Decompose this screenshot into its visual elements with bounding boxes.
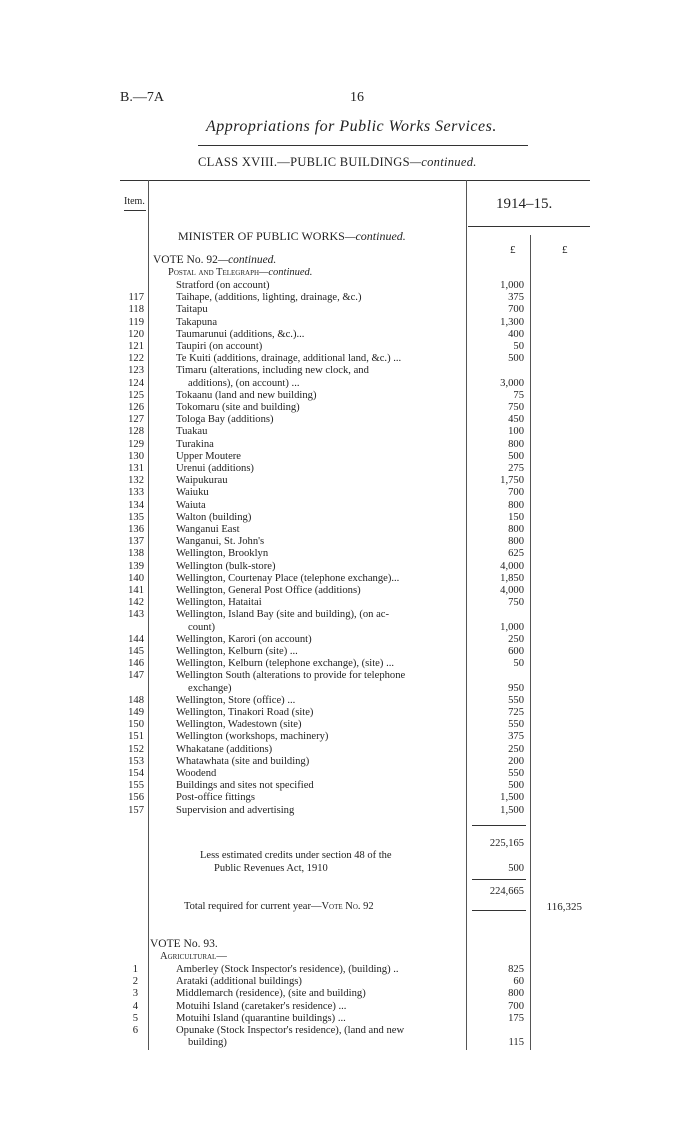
item-number: 141 xyxy=(128,585,144,596)
item-amount: 250 xyxy=(508,633,524,645)
item-description: Motuihi Island (quarantine buildings) ... xyxy=(176,1012,346,1024)
item-description: Upper Moutere xyxy=(176,450,242,462)
item-number: 149 xyxy=(128,707,144,718)
table-row xyxy=(0,622,700,634)
vote-93-heading: VOTE No. 93. xyxy=(150,938,218,950)
table-row xyxy=(0,463,700,475)
item-number: 130 xyxy=(128,450,144,462)
item-number: 157 xyxy=(128,804,144,816)
table-row xyxy=(0,695,700,707)
vote-92-label: VOTE No. 92 xyxy=(153,254,218,266)
item-description: additions), (on account) ... xyxy=(188,377,300,389)
table-row xyxy=(0,609,700,621)
item-amount: 750 xyxy=(508,597,524,609)
item-amount: 450 xyxy=(508,414,524,426)
table-row xyxy=(0,976,700,988)
item-number: 127 xyxy=(128,414,144,426)
table-row xyxy=(0,1013,700,1025)
table-row xyxy=(0,805,700,817)
item-description: count) xyxy=(188,621,216,633)
item-description: Post-office fittings xyxy=(176,792,255,804)
item-amount: 500 xyxy=(508,450,524,462)
table-row xyxy=(0,475,700,487)
subtotal-rule xyxy=(472,825,526,826)
table-row xyxy=(0,1001,700,1013)
minister-heading-cont: —continued. xyxy=(344,229,406,243)
item-description: Taitapu xyxy=(176,304,208,316)
item-number: 138 xyxy=(128,548,144,560)
table-row xyxy=(0,524,700,536)
postal-telegraph-label: Postal and Telegraph xyxy=(168,267,260,278)
total-rule xyxy=(472,910,526,911)
item-description: Middlemarch (residence), (site and building) xyxy=(176,988,366,1000)
item-amount: 1,000 xyxy=(500,621,524,633)
item-amount: 150 xyxy=(508,511,524,523)
item-number: 126 xyxy=(128,402,144,413)
item-number: 135 xyxy=(128,511,144,523)
item-number: 128 xyxy=(128,426,144,438)
subtotal-amount: 225,165 xyxy=(489,838,524,849)
item-number: 151 xyxy=(128,731,144,743)
item-description: Walton (building) xyxy=(176,511,252,523)
item-description: Wellington, Kelburn (site) ... xyxy=(176,646,298,657)
item-number: 153 xyxy=(128,755,144,767)
table-row xyxy=(0,683,700,695)
item-number: 155 xyxy=(128,780,144,792)
page-title: Appropriations for Public Works Services. xyxy=(206,118,497,135)
table-row xyxy=(0,500,700,512)
item-number: 137 xyxy=(128,536,144,548)
item-amount: 250 xyxy=(508,743,524,755)
page-number: 16 xyxy=(350,90,364,105)
item-description: Wellington, Courtenay Place (telephone exchange)... xyxy=(176,572,400,584)
item-description: Wanganui East xyxy=(176,524,240,535)
item-number: 122 xyxy=(128,353,144,365)
item-description: Buildings and sites not specified xyxy=(176,780,314,792)
item-amount: 825 xyxy=(508,964,524,975)
item-amount: 800 xyxy=(508,499,524,511)
item-description: Tologa Bay (additions) xyxy=(176,414,274,426)
item-number: 136 xyxy=(128,524,144,535)
table-row xyxy=(0,658,700,670)
item-description: Wellington (workshops, machinery) xyxy=(176,731,329,743)
item-description: Tokomaru (site and building) xyxy=(176,402,300,413)
table-row xyxy=(0,414,700,426)
total-label-vote: Vote No. 92 xyxy=(321,901,374,912)
item-number: 118 xyxy=(128,304,144,316)
item-description: Supervision and advertising xyxy=(176,804,295,816)
table-row xyxy=(0,597,700,609)
item-amount: 600 xyxy=(508,646,524,657)
item-number: 148 xyxy=(128,694,144,706)
table-row xyxy=(0,964,700,976)
item-description: Wellington South (alterations to provide for telephone xyxy=(176,670,406,682)
item-amount: 1,500 xyxy=(500,804,524,816)
item-description: Takapuna xyxy=(176,316,218,328)
class-heading-main: CLASS XVIII.—PUBLIC BUILDINGS xyxy=(198,155,410,169)
item-amount: 1,750 xyxy=(500,475,524,487)
item-number: 6 xyxy=(132,1025,138,1036)
item-amount: 550 xyxy=(508,768,524,779)
item-description: Wellington, Tinakori Road (site) xyxy=(176,707,314,718)
item-description: Taumarunui (additions, &c.)... xyxy=(176,328,305,340)
table-row xyxy=(0,317,700,329)
item-number: 123 xyxy=(128,365,144,377)
class-heading-cont: —continued. xyxy=(409,155,477,169)
item-description: Wellington, Store (office) ... xyxy=(176,694,296,706)
item-number: 1 xyxy=(132,964,138,975)
item-number: 150 xyxy=(128,719,144,731)
item-description: Opunake (Stock Inspector's residence), (land and new xyxy=(176,1025,405,1036)
table-row xyxy=(0,792,700,804)
item-description: Whatawhata (site and building) xyxy=(176,755,310,767)
item-description: Whakatane (additions) xyxy=(176,743,273,755)
item-amount: 375 xyxy=(508,292,524,304)
item-number: 117 xyxy=(128,292,144,304)
item-description: Wellington, Hataitai xyxy=(176,597,262,609)
item-description: Wellington, Kelburn (telephone exchange), (site) ... xyxy=(176,658,395,670)
item-amount: 375 xyxy=(508,731,524,743)
item-header-rule xyxy=(124,210,146,211)
item-description: Turakina xyxy=(176,438,214,450)
item-description: Stratford (on account) xyxy=(176,280,270,291)
table-row xyxy=(0,536,700,548)
item-amount: 1,850 xyxy=(500,572,524,584)
vote-92-cont: —continued. xyxy=(217,254,277,266)
item-amount: 4,000 xyxy=(500,560,524,572)
item-number: 124 xyxy=(128,377,144,389)
item-description: Tuakau xyxy=(176,426,208,438)
item-description: Taupiri (on account) xyxy=(176,341,263,352)
item-number: 5 xyxy=(132,1012,138,1024)
table-row xyxy=(0,451,700,463)
pound-sign-2: £ xyxy=(562,244,568,256)
item-number: 144 xyxy=(128,633,144,645)
table-row xyxy=(0,512,700,524)
title-rule xyxy=(198,145,528,146)
item-description: Te Kuiti (additions, drainage, additional land, &c.) ... xyxy=(176,353,402,365)
credits-amount: 500 xyxy=(508,863,524,874)
table-row xyxy=(0,292,700,304)
item-amount: 750 xyxy=(508,402,524,413)
item-amount: 175 xyxy=(508,1012,524,1024)
item-description: Arataki (additional buildings) xyxy=(176,976,302,988)
item-amount: 75 xyxy=(513,389,524,401)
item-amount: 400 xyxy=(508,328,524,340)
item-number: 121 xyxy=(128,341,144,352)
item-description: Motuihi Island (caretaker's residence) ... xyxy=(176,1000,347,1012)
item-amount: 500 xyxy=(508,353,524,365)
item-amount: 275 xyxy=(508,463,524,474)
table-top-rule xyxy=(120,180,590,181)
total-label-text: Total required for current year— xyxy=(184,901,322,912)
postal-telegraph-heading xyxy=(168,267,312,278)
document-reference: B.—7A xyxy=(120,90,164,105)
item-number: 140 xyxy=(128,572,144,584)
item-amount: 625 xyxy=(508,548,524,560)
table-row xyxy=(0,365,700,377)
table-row xyxy=(0,744,700,756)
item-description: exchange) xyxy=(188,682,232,694)
item-amount: 100 xyxy=(508,426,524,438)
item-number: 139 xyxy=(128,560,144,572)
table-row xyxy=(0,402,700,414)
item-number: 156 xyxy=(128,792,144,804)
item-description: Wellington, Brooklyn xyxy=(176,548,269,560)
item-number: 4 xyxy=(132,1000,138,1012)
item-description: Timaru (alterations, including new clock, and xyxy=(176,365,369,377)
item-description: Woodend xyxy=(176,768,217,779)
item-number: 134 xyxy=(128,499,144,511)
table-row xyxy=(0,634,700,646)
postal-telegraph-cont: —continued. xyxy=(259,267,313,278)
item-number: 154 xyxy=(128,768,144,779)
item-amount: 50 xyxy=(513,658,524,670)
net-amount: 224,665 xyxy=(489,886,524,897)
item-amount: 725 xyxy=(508,707,524,718)
table-row xyxy=(0,487,700,499)
table-row xyxy=(0,439,700,451)
item-amount: 800 xyxy=(508,438,524,450)
item-amount: 50 xyxy=(513,341,524,352)
item-number: 125 xyxy=(128,389,144,401)
table-row xyxy=(0,988,700,1000)
table-row xyxy=(0,1037,700,1049)
item-number: 120 xyxy=(128,328,144,340)
item-amount: 115 xyxy=(508,1037,524,1049)
item-number: 131 xyxy=(128,463,144,474)
total-label xyxy=(184,901,374,912)
table-row xyxy=(0,646,700,658)
minister-heading xyxy=(178,229,406,244)
item-amount: 700 xyxy=(508,1000,524,1012)
item-description: Urenui (additions) xyxy=(176,463,254,474)
item-amount: 200 xyxy=(508,755,524,767)
item-amount: 1,500 xyxy=(500,792,524,804)
item-description: Waiuta xyxy=(176,499,206,511)
item-description: Taihape, (additions, lighting, drainage, &c.) xyxy=(176,292,362,304)
item-number: 129 xyxy=(128,438,144,450)
item-description: Wellington, Karori (on account) xyxy=(176,633,312,645)
item-amount: 950 xyxy=(508,682,524,694)
item-amount: 800 xyxy=(508,988,524,1000)
table-row xyxy=(0,1025,700,1037)
year-column-header: 1914–15. xyxy=(496,196,553,212)
item-amount: 700 xyxy=(508,487,524,499)
item-number: 3 xyxy=(132,988,138,1000)
item-number: 143 xyxy=(128,609,144,621)
item-amount: 1,300 xyxy=(500,316,524,328)
item-amount: 550 xyxy=(508,694,524,706)
table-row xyxy=(0,341,700,353)
item-amount: 550 xyxy=(508,719,524,731)
item-amount: 4,000 xyxy=(500,585,524,596)
credits-line-2: Public Revenues Act, 1910 xyxy=(214,863,328,874)
item-number: 133 xyxy=(128,487,144,499)
total-amount: 116,325 xyxy=(546,901,582,913)
table-row xyxy=(0,707,700,719)
table-row xyxy=(0,426,700,438)
item-amount: 1,000 xyxy=(500,280,524,291)
minister-heading-main: MINISTER OF PUBLIC WORKS xyxy=(178,229,345,243)
table-row xyxy=(0,756,700,768)
table-row xyxy=(0,390,700,402)
item-amount: 500 xyxy=(508,780,524,792)
item-amount: 60 xyxy=(513,976,524,988)
pound-sign-1: £ xyxy=(510,244,516,256)
item-description: Tokaanu (land and new building) xyxy=(176,389,317,401)
table-row xyxy=(0,573,700,585)
table-row xyxy=(0,561,700,573)
item-number: 147 xyxy=(128,670,144,682)
vote-92-heading xyxy=(153,254,276,266)
item-number: 132 xyxy=(128,475,144,487)
table-row xyxy=(0,304,700,316)
net-rule xyxy=(472,879,526,880)
table-row xyxy=(0,768,700,780)
item-amount: 800 xyxy=(508,536,524,548)
table-row xyxy=(0,719,700,731)
item-description: Wellington, Island Bay (site and building), (on ac- xyxy=(176,609,390,621)
table-row xyxy=(0,780,700,792)
item-number: 2 xyxy=(132,976,138,988)
class-heading xyxy=(198,155,477,170)
table-row xyxy=(0,670,700,682)
item-description: Wanganui, St. John's xyxy=(176,536,265,548)
item-number: 146 xyxy=(128,658,144,670)
item-number: 152 xyxy=(128,743,144,755)
credits-line-1: Less estimated credits under section 48 of the xyxy=(200,850,392,861)
table-row xyxy=(0,280,700,292)
item-number: 119 xyxy=(128,316,144,328)
item-amount: 700 xyxy=(508,304,524,316)
item-description: Wellington, Wadestown (site) xyxy=(176,719,302,731)
item-amount: 800 xyxy=(508,524,524,535)
agricultural-heading: Agricultural— xyxy=(160,951,227,962)
table-row xyxy=(0,585,700,597)
table-row xyxy=(0,548,700,560)
item-description: Amberley (Stock Inspector's residence), (building) .. xyxy=(176,964,399,975)
item-number: 142 xyxy=(128,597,144,609)
table-row xyxy=(0,329,700,341)
item-number: 145 xyxy=(128,646,144,657)
table-row xyxy=(0,378,700,390)
item-description: building) xyxy=(188,1037,227,1049)
year-header-rule xyxy=(468,226,590,227)
item-description: Wellington (bulk-store) xyxy=(176,560,276,572)
item-description: Wellington, General Post Office (additions) xyxy=(176,585,361,596)
item-column-header: Item. xyxy=(124,196,145,207)
item-amount: 3,000 xyxy=(500,377,524,389)
table-row xyxy=(0,353,700,365)
table-row xyxy=(0,731,700,743)
item-description: Waipukurau xyxy=(176,475,228,487)
item-description: Waiuku xyxy=(176,487,209,499)
